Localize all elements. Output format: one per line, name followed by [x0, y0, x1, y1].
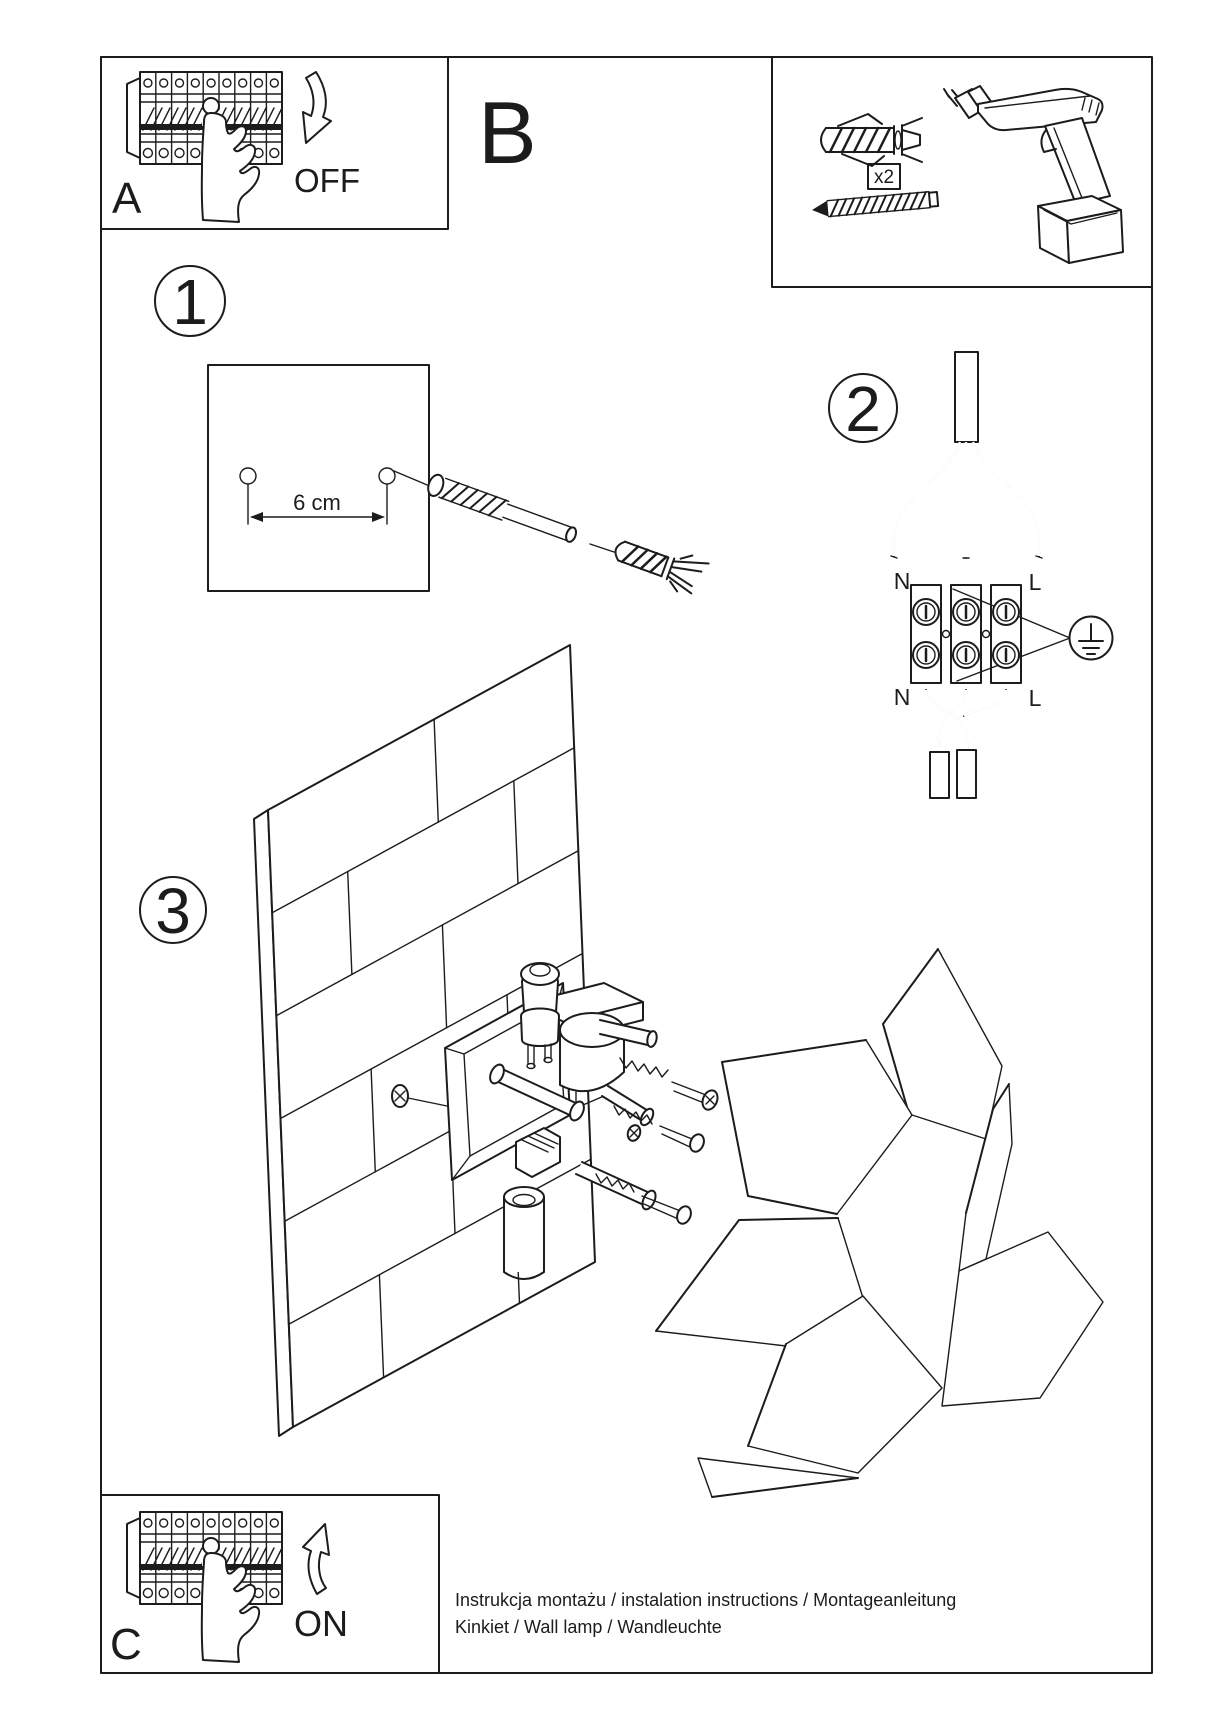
step-2: [829, 352, 1113, 798]
ground-symbol-icon: [1070, 617, 1113, 660]
quantity-label: x2: [873, 167, 895, 188]
arrow-down-icon: [303, 72, 331, 143]
box-a-power-off: [101, 57, 448, 229]
step-1-number: 1: [172, 266, 208, 338]
label-n-bottom: N: [893, 684, 911, 710]
breaker-panel-icon: [127, 72, 282, 222]
dimension-label: 6 cm: [293, 490, 341, 515]
wall-anchor-icon: [821, 114, 922, 166]
lamp-cables-icon: [926, 690, 1006, 798]
step-3-number: 3: [155, 875, 191, 947]
breaker-panel-icon: [127, 1512, 282, 1662]
quantity-badge: [868, 164, 900, 189]
step-1: [155, 266, 709, 598]
box-c-power-on: [101, 1495, 439, 1673]
parts-box: [772, 57, 1152, 287]
screw-side-icon: [425, 473, 579, 547]
drill-hole-right: [379, 468, 395, 484]
label-off: OFF: [294, 162, 360, 199]
mains-cable-icon: [891, 352, 1042, 558]
label-n-top: N: [893, 568, 911, 594]
terminal-block-icon: [911, 585, 1070, 683]
mounting-screws: [596, 1058, 720, 1226]
lamp-socket-bottom: [504, 1187, 544, 1279]
label-b: B: [478, 83, 537, 182]
screw-icon: [811, 191, 938, 218]
drill-hole-left: [240, 468, 256, 484]
drill-icon: [944, 86, 1123, 263]
label-l-top: L: [1028, 569, 1042, 595]
label-c: C: [110, 1620, 142, 1669]
label-a: A: [112, 174, 142, 223]
footer-line-1: Instrukcja montażu / instalation instructions / Montageanleitung: [455, 1590, 957, 1610]
step-2-number: 2: [845, 373, 881, 445]
lamp-shade: [656, 949, 1103, 1497]
footer: [455, 1590, 956, 1637]
label-l-bottom: L: [1028, 685, 1042, 711]
footer-line-2: Kinkiet / Wall lamp / Wandleuchte: [455, 1617, 722, 1637]
arrow-up-icon: [303, 1524, 329, 1594]
label-on: ON: [294, 1603, 348, 1644]
wall-anchor-side-icon: [610, 530, 710, 598]
wall-square: [208, 365, 429, 591]
